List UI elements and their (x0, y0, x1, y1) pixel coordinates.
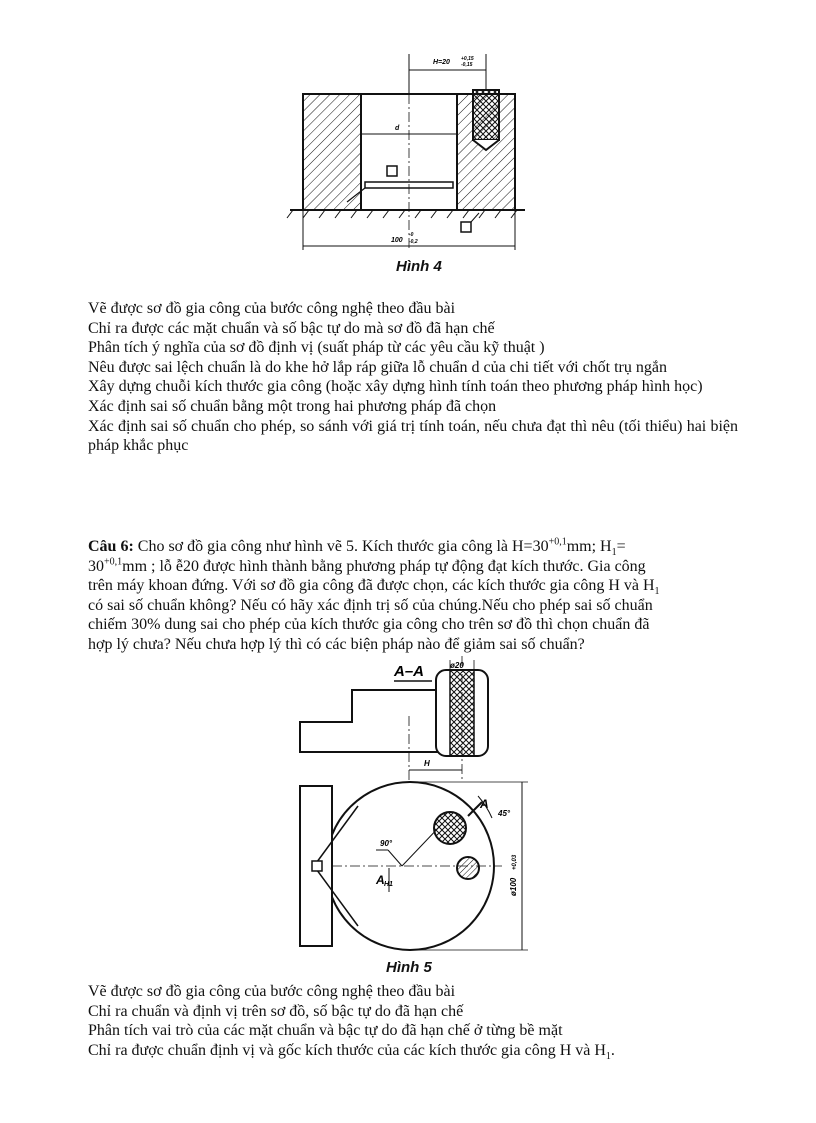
dim-h-tol-lower: -0,15 (461, 62, 473, 68)
criteria-item: Chỉ ra chuẩn và định vị trên sơ đồ, số bậc tự do đã hạn chế (88, 1002, 464, 1020)
figure-5-caption: Hình 5 (386, 959, 432, 976)
marker-a-right: A (480, 797, 489, 811)
criteria-item: Vẽ được sơ đồ gia công của bước công nghệ theo đầu bài (88, 300, 456, 317)
section-5-criteria (88, 299, 738, 456)
criteria-item: Vẽ được sơ đồ gia công của bước công nghệ theo đầu bài (88, 983, 456, 1000)
section-6-criteria (88, 982, 738, 1060)
dim-h5-label: H (424, 759, 430, 768)
criteria-item: Chỉ ra được các mặt chuẩn và số bậc tự do mà sơ đồ đã hạn chế (88, 319, 495, 337)
criteria-item: Xây dựng chuỗi kích thước gia công (hoặc xây dựng hình tính toán theo phương pháp hình học) (88, 378, 703, 396)
dim-hole-label: ø20 (450, 661, 464, 670)
criteria-item: Phân tích ý nghĩa của sơ đồ định vị (suất pháp từ các yêu cầu kỹ thuật ) (88, 339, 545, 357)
dim-dia-tol: +0,03 (512, 854, 518, 870)
dim-100-label: 100 (391, 237, 403, 244)
criteria-item: Nêu được sai lệch chuẩn là do khe hở lắp ráp giữa lỗ chuẩn d của chi tiết với chốt trụ ngắn (88, 358, 667, 376)
figure-4-caption: Hình 4 (396, 258, 442, 275)
dim-h-label: H=20 (433, 59, 450, 66)
question-6: Câu 6: Cho sơ đồ gia công như hình vẽ 5. Kích thước gia công là $H=30^{+0,1}mm$; $H_1=$ $30^{+0,1}mm$ ; lỗ ễ20 được hình thành bằng phương pháp tự động đạt kích thước. Gia công trên máy khoan đứng. Với sơ đồ gia công đã được chọn, các kích thước gia công H và $H_1$ có sai số chuẩn không? Nếu có hãy xác định trị số của chúng.Nếu cho phép sai số chuẩn chiếm 30% dung sai cho phép của kích thước gia công cho trên sơ đồ thì chọn chuẩn đã hợp lý chưa? Nếu chưa hợp lý thì có các biện pháp nào để giảm sai số chuẩn? (88, 536, 660, 653)
marker-a-left: A (376, 873, 385, 887)
dim-100-tol-lower: -0,2 (409, 239, 418, 245)
criteria-item: Phân tích vai trò của các mặt chuẩn và bậc tự do đã hạn chế ở từng bề mặt (88, 1022, 563, 1040)
angle-45-label: 45° (498, 809, 511, 818)
dim-100-tol-upper: -0 (409, 232, 414, 238)
criteria-item: Xác định sai số chuẩn bằng một trong hai phương pháp đã chọn (88, 397, 497, 415)
figure-5-drawing (292, 656, 542, 962)
section-label: A–A (394, 663, 425, 680)
angle-90-label: 90° (380, 839, 393, 848)
criteria-item: Xác định sai số chuẩn cho phép, so sánh với giá trị tính toán, nếu chưa đạt thì nêu (tối thiểu) hai biện pháp khắc phục (88, 417, 738, 455)
question-label: Câu 6: (88, 538, 134, 555)
dim-dia-label: ø100 (509, 877, 518, 896)
dim-d-label: d (395, 125, 400, 132)
dim-h1-label: H1 (384, 881, 393, 888)
figure-4-drawing (285, 50, 535, 250)
criteria-item: Chỉ ra được chuẩn định vị và gốc kích thước của các kích thước gia công H và $H_1$. (88, 1041, 615, 1062)
dim-h-tol-upper: +0,15 (461, 56, 474, 62)
